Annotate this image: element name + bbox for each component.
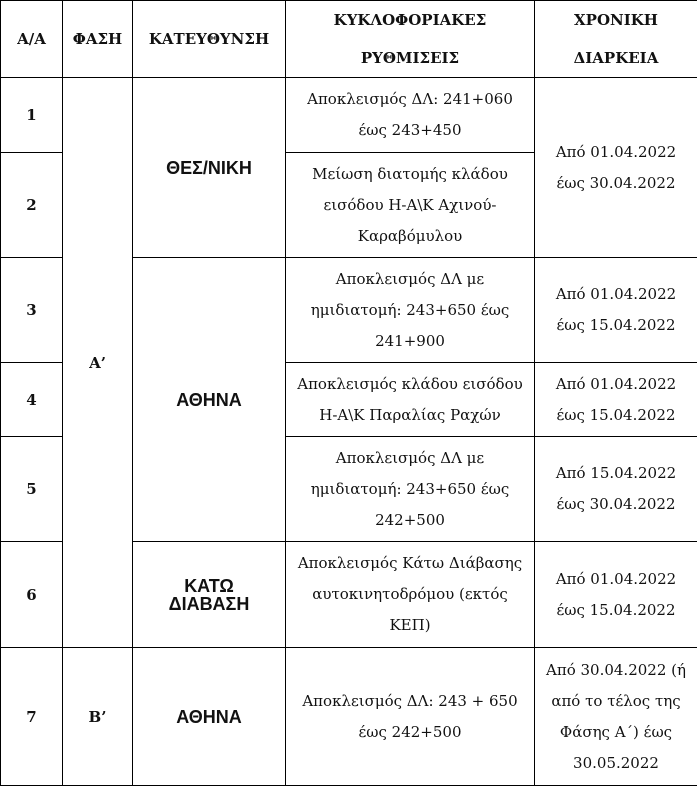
traffic-measure: Αποκλεισμός Κάτω Διάβασης αυτοκινητοδρόμου (εκτός ΚΕΠ) [286, 542, 535, 648]
row-number: 3 [1, 258, 63, 363]
header-aa: Α/Α [1, 1, 63, 78]
row-number: 4 [1, 363, 63, 437]
header-traffic-settings [286, 1, 535, 78]
row-number: 7 [1, 648, 63, 786]
direction-thessaloniki: ΘΕΣ/ΝΙΚΗ [133, 78, 286, 258]
traffic-measure: Αποκλεισμός ΔΛ: 241+060 έως 243+450 [286, 78, 535, 153]
row-number: 2 [1, 153, 63, 258]
header-direction: ΚΑΤΕΥΘΥΝΣΗ [133, 1, 286, 78]
duration-cell: Από 01.04.2022 έως 15.04.2022 [535, 363, 697, 437]
header-row [1, 1, 697, 78]
direction-athina-b: ΑΘΗΝΑ [133, 648, 286, 786]
row-number: 5 [1, 437, 63, 542]
header-traffic-line1: ΚΥΚΛΟΦΟΡΙΑΚΕΣ [333, 11, 487, 29]
header-duration [535, 1, 697, 78]
header-duration-line1: ΧΡΟΝΙΚΗ [574, 11, 658, 29]
direction-kato-diavasi: ΚΑΤΩ ΔΙΑΒΑΣΗ [133, 542, 286, 648]
traffic-measure: Αποκλεισμός ΔΛ με ημιδιατομή: 243+650 έως 241+900 [286, 258, 535, 363]
traffic-measure: Μείωση διατομής κλάδου εισόδου Η-Α\Κ Αχινού- Καραβόμυλου [286, 153, 535, 258]
row-number: 6 [1, 542, 63, 648]
duration-cell: Από 01.04.2022 έως 30.04.2022 [535, 78, 697, 258]
header-traffic-line2: ΡΥΘΜΙΣΕΙΣ [360, 49, 460, 67]
duration-cell: Από 01.04.2022 έως 15.04.2022 [535, 258, 697, 363]
traffic-measure: Αποκλεισμός ΔΛ με ημιδιατομή: 243+650 έως 242+500 [286, 437, 535, 542]
header-duration-line2: ΔΙΑΡΚΕΙΑ [573, 49, 659, 67]
duration-cell: Από 01.04.2022 έως 15.04.2022 [535, 542, 697, 648]
table-row [1, 78, 697, 153]
phase-cell-a: Α’ [63, 78, 133, 648]
phase-cell-b: Β’ [63, 648, 133, 786]
traffic-measure: Αποκλεισμός κλάδου εισόδου Η-Α\Κ Παραλίας Ραχών [286, 363, 535, 437]
duration-cell: Από 30.04.2022 (ή από το τέλος της Φάσης Α΄) έως 30.05.2022 [535, 648, 697, 786]
header-phase: ΦΑΣΗ [63, 1, 133, 78]
duration-cell: Από 15.04.2022 έως 30.04.2022 [535, 437, 697, 542]
traffic-measure: Αποκλεισμός ΔΛ: 243 + 650 έως 242+500 [286, 648, 535, 786]
direction-athina: ΑΘΗΝΑ [133, 258, 286, 542]
row-number: 1 [1, 78, 63, 153]
table-row [1, 648, 697, 786]
